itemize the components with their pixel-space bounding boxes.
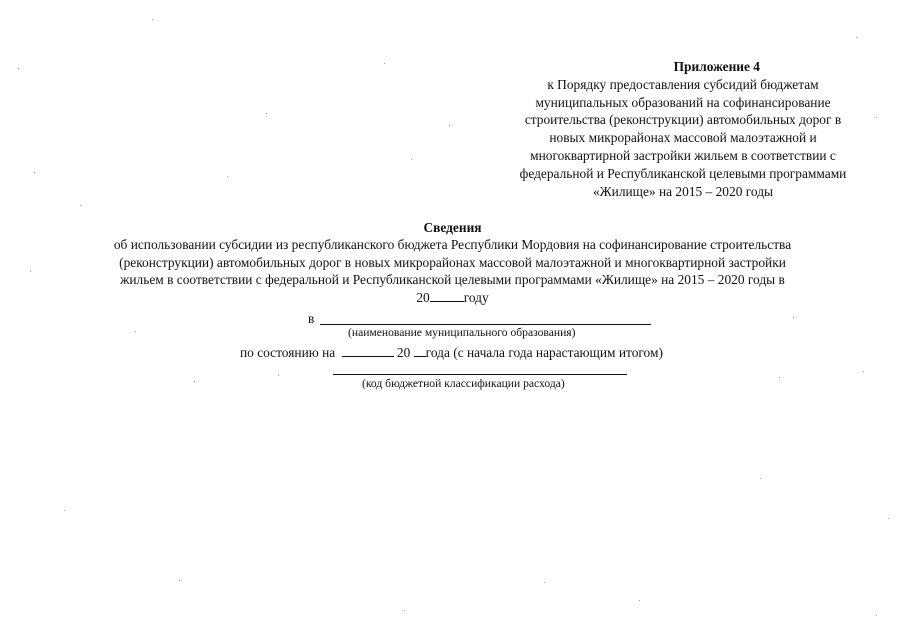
- budget-code-blank-field[interactable]: [333, 374, 627, 375]
- scan-speck: [856, 37, 857, 38]
- as-of-label: по состоянию на: [240, 345, 336, 360]
- municipality-caption: (наименование муниципального образования): [348, 326, 576, 339]
- scan-speck: [779, 377, 780, 378]
- description-line: жильем в соответствии с федеральной и Республиканской целевыми программами «Жилище» на 2015 – 2020 годы в: [120, 272, 785, 288]
- scan-speck: [18, 68, 19, 69]
- budget-code-caption: (код бюджетной классификации расхода): [362, 377, 565, 390]
- scan-speck: [135, 331, 136, 332]
- scan-speck: [863, 371, 864, 372]
- year-line: [30, 289, 875, 307]
- scan-speck: [179, 580, 180, 581]
- document-description: [30, 236, 875, 306]
- scan-speck: [227, 176, 228, 177]
- scan-speck: [544, 582, 545, 583]
- year-suffix: году: [463, 289, 489, 305]
- description-line: (реконструкции) автомобильных дорог в новых микрорайонах массовой малоэтажной и многоквартирной застройки: [119, 254, 786, 270]
- scan-speck: [449, 125, 450, 126]
- scan-speck: [876, 117, 877, 118]
- scan-speck: [384, 63, 385, 64]
- appendix-line: федеральной и Республиканской целевыми программами: [519, 165, 847, 181]
- appendix-heading: Приложение 4: [673, 59, 760, 74]
- scan-speck: [152, 19, 153, 20]
- appendix-line: строительства (реконструкции) автомобильных дорог в: [524, 112, 842, 128]
- scan-speck: [34, 172, 35, 173]
- year-prefix: 20: [416, 289, 430, 305]
- municipality-blank-field[interactable]: [320, 324, 651, 325]
- scan-speck: [411, 159, 412, 160]
- scan-speck: [639, 600, 640, 601]
- appendix-header: [478, 58, 888, 200]
- scan-speck: [194, 381, 195, 382]
- appendix-line: новых микрорайонах массовой малоэтажной и: [549, 130, 817, 146]
- scan-speck: [760, 478, 761, 479]
- year-blank-field[interactable]: [430, 289, 464, 302]
- as-of-year-blank-field[interactable]: [414, 344, 426, 357]
- as-of-date-blank-field[interactable]: [342, 344, 394, 357]
- appendix-line: «Жилище» на 2015 – 2020 годы: [592, 183, 774, 199]
- scan-speck: [278, 375, 279, 376]
- municipality-prefix: в: [308, 311, 315, 326]
- scan-speck: [30, 271, 31, 272]
- appendix-line: многоквартирной застройки жильем в соответствии с: [530, 147, 836, 163]
- as-of-suffix: года (с начала года нарастающим итогом): [425, 345, 663, 360]
- as-of-year-prefix: 20: [396, 345, 411, 360]
- scan-speck: [266, 113, 267, 114]
- document-title: Сведения: [423, 220, 482, 235]
- scan-speck: [404, 610, 405, 611]
- as-of-row: [240, 344, 663, 361]
- appendix-line: муниципальных образований на софинансирование: [535, 94, 831, 110]
- description-line: об использовании субсидии из республиканского бюджета Республики Мордовия на софинансирование строительства: [113, 237, 792, 252]
- scan-speck: [64, 510, 65, 511]
- scan-speck: [793, 317, 794, 318]
- scan-speck: [876, 615, 877, 616]
- scan-speck: [888, 518, 889, 519]
- scan-speck: [80, 205, 81, 206]
- appendix-line: к Порядку предоставления субсидий бюджетам: [547, 76, 819, 92]
